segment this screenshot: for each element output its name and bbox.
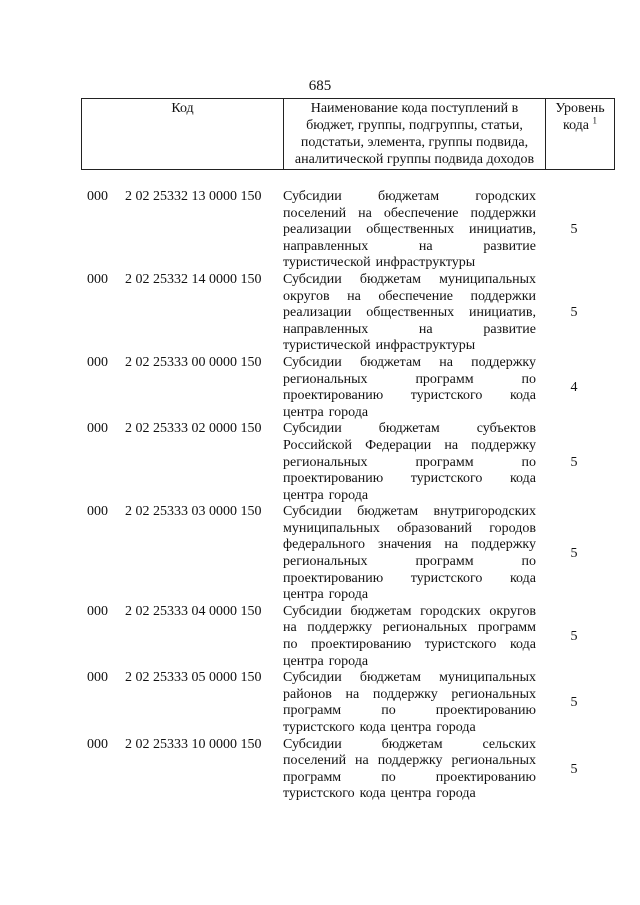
- name-word: направленных: [283, 238, 369, 254]
- name-word: бюджетам: [378, 421, 440, 437]
- name-word: поддержку: [377, 753, 443, 769]
- header-level-kod: кода: [562, 118, 590, 133]
- name-word: развитие: [483, 321, 536, 337]
- header-kod: Код: [82, 99, 284, 170]
- name-line: [283, 654, 536, 671]
- name-word: туристского: [410, 570, 483, 586]
- name-word: на: [444, 537, 459, 553]
- name-word: поддержку: [307, 620, 373, 636]
- name-word: бюджетам: [357, 504, 419, 520]
- name-word: кода: [509, 471, 536, 487]
- name-word: образований: [397, 520, 473, 536]
- name-word: центра: [390, 720, 432, 735]
- name-word: бюджетам: [350, 603, 412, 619]
- admin-code-cell: 000: [87, 504, 108, 520]
- name-word: региональных: [451, 753, 536, 769]
- name-word: муниципальных: [283, 520, 380, 536]
- name-line: [283, 488, 536, 505]
- name-line: [283, 372, 536, 389]
- name-word: Субсидии: [283, 189, 342, 204]
- name-word: программ: [415, 554, 474, 570]
- header-name-line: Наименование кода поступлений в: [310, 101, 519, 116]
- name-word: реализации: [283, 222, 352, 238]
- name-word: центра: [283, 404, 324, 420]
- name-word: поселений: [283, 753, 347, 769]
- revenue-code-cell: 2 02 25333 03 0000 150: [125, 504, 262, 520]
- name-word: Субсидии: [283, 354, 342, 370]
- name-word: инициатив,: [468, 305, 536, 321]
- name-word: реализации: [283, 305, 352, 321]
- name-word: по: [381, 769, 396, 785]
- name-word: округов: [489, 603, 536, 619]
- name-word: на: [418, 238, 433, 254]
- table-body: [0, 189, 640, 803]
- name-line: [283, 687, 536, 704]
- table-row: [0, 604, 640, 670]
- table-row: [0, 737, 640, 803]
- name-line: [283, 272, 536, 289]
- table-row: [0, 670, 640, 736]
- name-word: на: [345, 686, 360, 702]
- name-word: поддержку: [372, 686, 438, 702]
- name-line: [283, 737, 536, 754]
- header-level: [546, 99, 615, 170]
- table-row: [0, 189, 640, 272]
- revenue-name-cell: [283, 272, 536, 355]
- name-word: города: [328, 587, 369, 603]
- table-row: [0, 272, 640, 355]
- name-line: [283, 222, 536, 239]
- name-word: муниципальных: [439, 670, 536, 686]
- revenue-code-cell: 2 02 25333 04 0000 150: [125, 603, 262, 619]
- name-word: региональных: [451, 686, 536, 702]
- name-line: [283, 720, 536, 737]
- revenue-code-cell: 2 02 25333 00 0000 150: [125, 354, 262, 370]
- name-line: [283, 455, 536, 472]
- name-word: региональных: [283, 454, 368, 470]
- name-word: кода: [509, 388, 536, 404]
- header-name-line: бюджет, группы, подгруппы, статьи,: [306, 118, 523, 133]
- name-word: Субсидии: [283, 421, 342, 437]
- name-line: [283, 322, 536, 339]
- table-row: [0, 504, 640, 604]
- name-word: программ: [415, 454, 474, 470]
- name-word: проектированию: [283, 388, 384, 404]
- admin-code-cell: 000: [87, 670, 108, 686]
- name-word: на: [358, 205, 372, 221]
- footnote-marker: 1: [592, 115, 598, 126]
- name-word: кода: [359, 786, 386, 802]
- name-line: [283, 604, 536, 621]
- name-word: поддержку: [471, 354, 536, 370]
- revenue-name-cell: [283, 355, 536, 421]
- level-cell: 5: [570, 629, 578, 645]
- name-word: бюджетам: [381, 736, 443, 752]
- name-line: [283, 587, 536, 604]
- name-word: города: [328, 487, 369, 503]
- admin-code-cell: 000: [87, 603, 108, 619]
- name-word: проектированию: [435, 703, 536, 719]
- name-word: кода: [509, 637, 536, 653]
- name-word: сельских: [482, 736, 536, 752]
- name-line: [283, 471, 536, 488]
- name-line: [283, 438, 536, 455]
- name-line: [283, 571, 536, 588]
- name-word: туристского: [410, 471, 483, 487]
- admin-code-cell: 000: [87, 736, 108, 752]
- table-row: [0, 421, 640, 504]
- name-word: Субсидии: [283, 670, 342, 686]
- name-word: проектированию: [283, 570, 384, 586]
- name-word: кода: [359, 720, 386, 735]
- name-word: значения: [378, 537, 432, 553]
- name-line: [283, 670, 536, 687]
- name-word: проектированию: [311, 637, 412, 653]
- name-word: на: [444, 437, 459, 453]
- name-line: [283, 405, 536, 422]
- name-line: [283, 421, 536, 438]
- name-word: региональных: [283, 371, 368, 387]
- name-word: программ: [415, 371, 474, 387]
- name-word: общественных: [366, 222, 455, 238]
- name-line: [283, 786, 536, 803]
- header-level-line1: Уровень: [555, 101, 605, 116]
- name-line: [283, 189, 536, 206]
- name-line: [283, 289, 536, 306]
- name-word: инфраструктуры: [375, 338, 476, 354]
- header-name-line: подстатьи, элемента, группы подвида,: [300, 135, 529, 150]
- level-cell: 5: [570, 222, 578, 238]
- name-word: внутригородских: [433, 504, 536, 520]
- name-word: туристической: [283, 338, 371, 354]
- name-word: поселений: [283, 205, 347, 221]
- name-word: бюджетам: [359, 271, 421, 287]
- revenue-name-cell: [283, 421, 536, 504]
- name-line: [283, 255, 536, 272]
- name-word: Субсидии: [283, 271, 342, 287]
- name-word: поддержку: [471, 437, 536, 453]
- name-word: городских: [475, 189, 536, 204]
- name-word: Федерации: [365, 437, 432, 453]
- name-word: Субсидии: [283, 504, 342, 520]
- name-word: кода: [509, 570, 536, 586]
- name-word: направленных: [283, 321, 369, 337]
- name-word: туристского: [424, 637, 497, 653]
- name-word: туристского: [283, 786, 355, 802]
- name-word: города: [436, 786, 476, 802]
- name-word: на: [283, 620, 297, 636]
- name-line: [283, 239, 536, 256]
- name-line: [283, 388, 536, 405]
- revenue-code-cell: 2 02 25332 14 0000 150: [125, 271, 262, 287]
- name-word: по: [521, 554, 536, 570]
- name-word: общественных: [366, 305, 455, 321]
- name-word: региональных: [382, 620, 468, 636]
- name-word: программ: [283, 703, 342, 719]
- admin-code-cell: 000: [87, 354, 108, 370]
- name-word: по: [521, 371, 536, 387]
- name-word: туристского: [283, 720, 355, 735]
- name-word: программ: [477, 620, 536, 636]
- name-word: бюджетам: [359, 670, 421, 686]
- name-word: обеспечение: [378, 288, 453, 304]
- name-word: поддержки: [470, 288, 536, 304]
- name-word: города: [436, 720, 476, 735]
- name-word: центра: [283, 653, 324, 669]
- name-word: поддержку: [471, 537, 536, 553]
- name-word: проектированию: [283, 471, 384, 487]
- level-cell: 5: [570, 454, 578, 470]
- name-word: поддержки: [470, 205, 536, 221]
- name-word: города: [328, 404, 369, 420]
- name-word: на: [418, 321, 433, 337]
- name-word: округов: [283, 288, 330, 304]
- name-line: [283, 620, 536, 637]
- name-word: на: [355, 753, 369, 769]
- name-word: Субсидии: [283, 603, 342, 619]
- name-word: Субсидии: [283, 736, 342, 752]
- header-level-line2: [549, 117, 611, 134]
- name-word: региональных: [283, 554, 368, 570]
- revenue-code-cell: 2 02 25332 13 0000 150: [125, 189, 262, 204]
- name-word: Российской: [283, 437, 352, 453]
- level-cell: 5: [570, 761, 578, 777]
- name-word: обеспечение: [383, 205, 459, 221]
- name-word: на: [347, 288, 361, 304]
- header-name-line: аналитической группы подвида доходов: [294, 152, 535, 167]
- revenue-name-cell: [283, 670, 536, 736]
- name-word: инициатив,: [468, 222, 536, 238]
- name-word: на: [439, 354, 453, 370]
- name-word: городов: [489, 520, 536, 536]
- name-line: [283, 703, 536, 720]
- name-line: [283, 305, 536, 322]
- name-word: туристической: [283, 255, 371, 271]
- name-word: федерального: [283, 537, 366, 553]
- name-word: бюджетам: [378, 189, 440, 204]
- name-word: районов: [283, 686, 332, 702]
- name-word: по: [381, 703, 396, 719]
- table-header: [81, 98, 615, 170]
- level-cell: 5: [570, 305, 578, 321]
- name-word: города: [328, 653, 369, 669]
- table-row: [0, 355, 640, 421]
- admin-code-cell: 000: [87, 271, 108, 287]
- revenue-name-cell: [283, 604, 536, 670]
- name-line: [283, 554, 536, 571]
- name-word: городских: [420, 603, 481, 619]
- revenue-code-cell: 2 02 25333 02 0000 150: [125, 421, 262, 437]
- name-line: [283, 504, 536, 521]
- revenue-name-cell: [283, 504, 536, 604]
- revenue-name-cell: [283, 737, 536, 803]
- name-line: [283, 637, 536, 654]
- name-word: субъектов: [476, 421, 536, 437]
- page-number: 685: [308, 78, 332, 94]
- level-cell: 5: [570, 546, 578, 562]
- name-word: центра: [283, 487, 324, 503]
- name-line: [283, 537, 536, 554]
- name-word: центра: [390, 786, 432, 802]
- name-word: проектированию: [435, 769, 536, 785]
- name-line: [283, 355, 536, 372]
- revenue-code-cell: 2 02 25333 05 0000 150: [125, 670, 262, 686]
- name-word: развитие: [483, 238, 536, 254]
- name-word: центра: [283, 587, 324, 603]
- name-word: по: [283, 637, 298, 653]
- level-cell: 4: [570, 380, 578, 396]
- name-word: муниципальных: [439, 271, 536, 287]
- name-line: [283, 338, 536, 355]
- name-line: [283, 770, 536, 787]
- admin-code-cell: 000: [87, 421, 108, 437]
- admin-code-cell: 000: [87, 189, 108, 204]
- revenue-code-cell: 2 02 25333 10 0000 150: [125, 736, 262, 752]
- name-line: [283, 753, 536, 770]
- name-word: туристского: [410, 388, 483, 404]
- name-word: программ: [283, 769, 342, 785]
- name-word: по: [521, 454, 536, 470]
- name-line: [283, 521, 536, 538]
- level-cell: 5: [570, 695, 578, 711]
- name-word: инфраструктуры: [375, 255, 476, 271]
- revenue-name-cell: [283, 189, 536, 272]
- header-name: [284, 99, 546, 170]
- name-word: бюджетам: [359, 354, 422, 370]
- name-line: [283, 206, 536, 223]
